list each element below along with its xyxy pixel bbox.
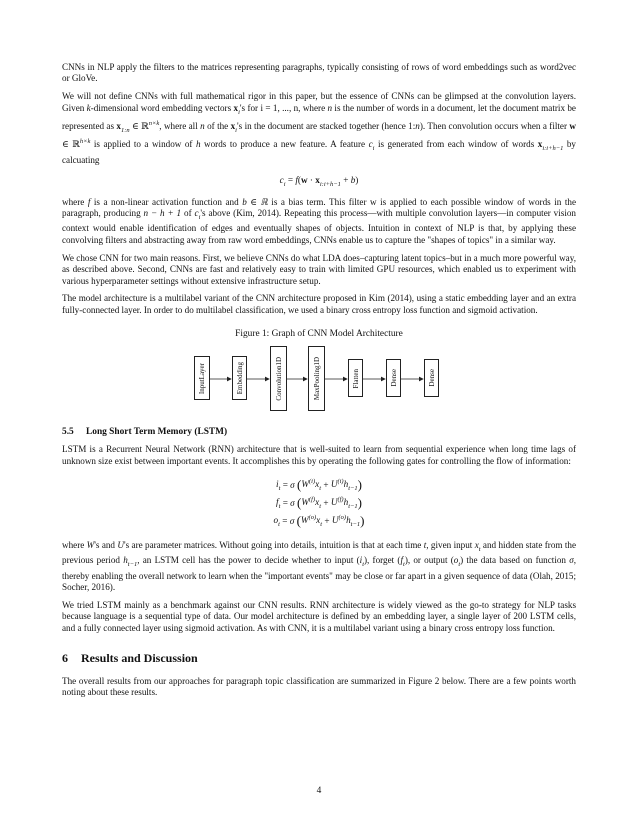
equation-feature: $c_i = f(w \cdot x_{i:i+h-1} + b)$: [279, 174, 359, 188]
layer-convolution1d: Convolution1D: [270, 346, 287, 411]
paragraph-results: The overall results from our approaches for paragraph topic classification are summarized in Figure 2 below. There are a few points worth noting about these results.: [62, 676, 576, 698]
equation-forget-gate: $f_t$ = σ ( $W^{(f)}x_t$ + $U^{(f)}h_{t-1}$ ): [276, 495, 362, 511]
section-heading-lstm: 5.5 Long Short Term Memory (LSTM): [62, 427, 228, 438]
paragraph-lstm-benchmark: We tried LSTM mainly as a benchmark against our CNN results. RNN architecture is widely viewed as the go-to strategy for NLP tasks because language is a sequential type of data. Our model architecture is defined by an embedding layer, a single layer of 200 LSTM cells, and a fully connected layer using sigmoid activation. As with CNN, it is a multilabel variant using a binary cross entropy loss function.: [62, 599, 576, 633]
layer-dense-2: Dense: [424, 359, 439, 397]
cnn-architecture-diagram: [62, 346, 576, 413]
paragraph-model-architecture: The model architecture is a multilabel variant of the CNN architecture proposed in Kim (2014), using a static embedding layer and an extra fully-connected layer. In order to do multilabel classification, we used a binary cross entropy loss function and sigmoid activation.: [62, 293, 576, 315]
lstm-gate-equations: [62, 476, 576, 530]
page-body: [62, 62, 576, 699]
paragraph-lstm-gates: where W's and U's are parameter matrices. Without going into details, intuition is that at each time t, given input $x_t$ and hidden state from the previous period $h_{t-1}$, an LSTM cell has the power to decide whether to input $(i_t)$, forget $(f_t)$, or output $(o_t)$ the data based on function σ, thereby enabling the overall network to learn when the "important events" may be close or far apart in a given sequence of data (Olah, 2015; Socher, 2016).: [62, 540, 577, 592]
figure-caption: Figure 1: Graph of CNN Model Architecture: [235, 329, 403, 340]
layer-maxpooling1d: MaxPooling1D: [308, 346, 325, 411]
layer-embedding: Embedding: [232, 356, 247, 400]
layer-flatten: Flatten: [348, 359, 363, 397]
equation-output-gate: $o_t$ = σ ( $W^{(o)}x_t$ + $U^{(o)}h_{t-1}$ ): [273, 513, 365, 529]
paragraph-cnn-definition: We will not define CNNs with full mathematical rigor in this paper, but the essence of CNNs can be glimpsed at the convolution layers. Given k-dimensional word embedding vectors $x_i's$ for i = 1, ..., n, where n is the number of words in a document, let the document matrix be represented as $x_{1:n}$ ∈ ℝ$^{n\times k}$, where all n of the $x_i's$ in the document are stacked together (hence 1:n). Then convolution occurs when a filter w ∈ ℝ$^{h\times k}$ is applied to a window of h words to produce a new feature. A feature $c_i$ is generated from each window of words $x_{i:i+h-1}$ by calcuating: [62, 91, 576, 165]
paragraph-why-cnn: We chose CNN for two main reasons. First, we believe CNNs do what LDA does–capturing latent topics–but in a much more powerful way, as described above. Second, CNNs are fast and relatively easy to train with limited GPU resources, which enabled us to experiment with various hyperparameter settings without extensive infrastructure setup.: [62, 252, 576, 286]
paragraph-cnn-filter: where f is a non-linear activation function and b ∈ ℝ is a bias term. This filter w is applied to each possible window of words in the paragraph, producing n − h + 1 of $c_i's$ above (Kim, 2014). Repeating this process—with multiple convolution layers—in computer vision context would enable identification of edges and eventually shapes of objects. Intuition in context of NLP is that, by applying these convolving filters and abstracting away from raw word embeddings, CNNs enable us to capture the "shapes of topics" in a similar way.: [62, 196, 576, 245]
page-number: 4: [316, 786, 322, 796]
layer-dense-1: Dense: [386, 359, 401, 397]
paragraph-lstm-intro: LSTM is a Recurrent Neural Network (RNN) architecture that is well-suited to learn from sequential experience when long time lags of unknown size exist between important events. It accomplishes this by operating the following gates for controlling the flow of information:: [62, 444, 576, 466]
section-heading-results: 6 Results and Discussion: [62, 651, 198, 666]
paragraph-cnn-nlp: CNNs in NLP apply the filters to the matrices representing paragraphs, typically consisting of rows of word embeddings such as word2vec or GloVe.: [62, 62, 576, 84]
layer-input: InputLayer: [194, 356, 210, 400]
equation-input-gate: $i_t$ = σ ( $W^{(i)}x_t$ + $U^{(i)}h_{t-1}$ ): [276, 477, 362, 493]
